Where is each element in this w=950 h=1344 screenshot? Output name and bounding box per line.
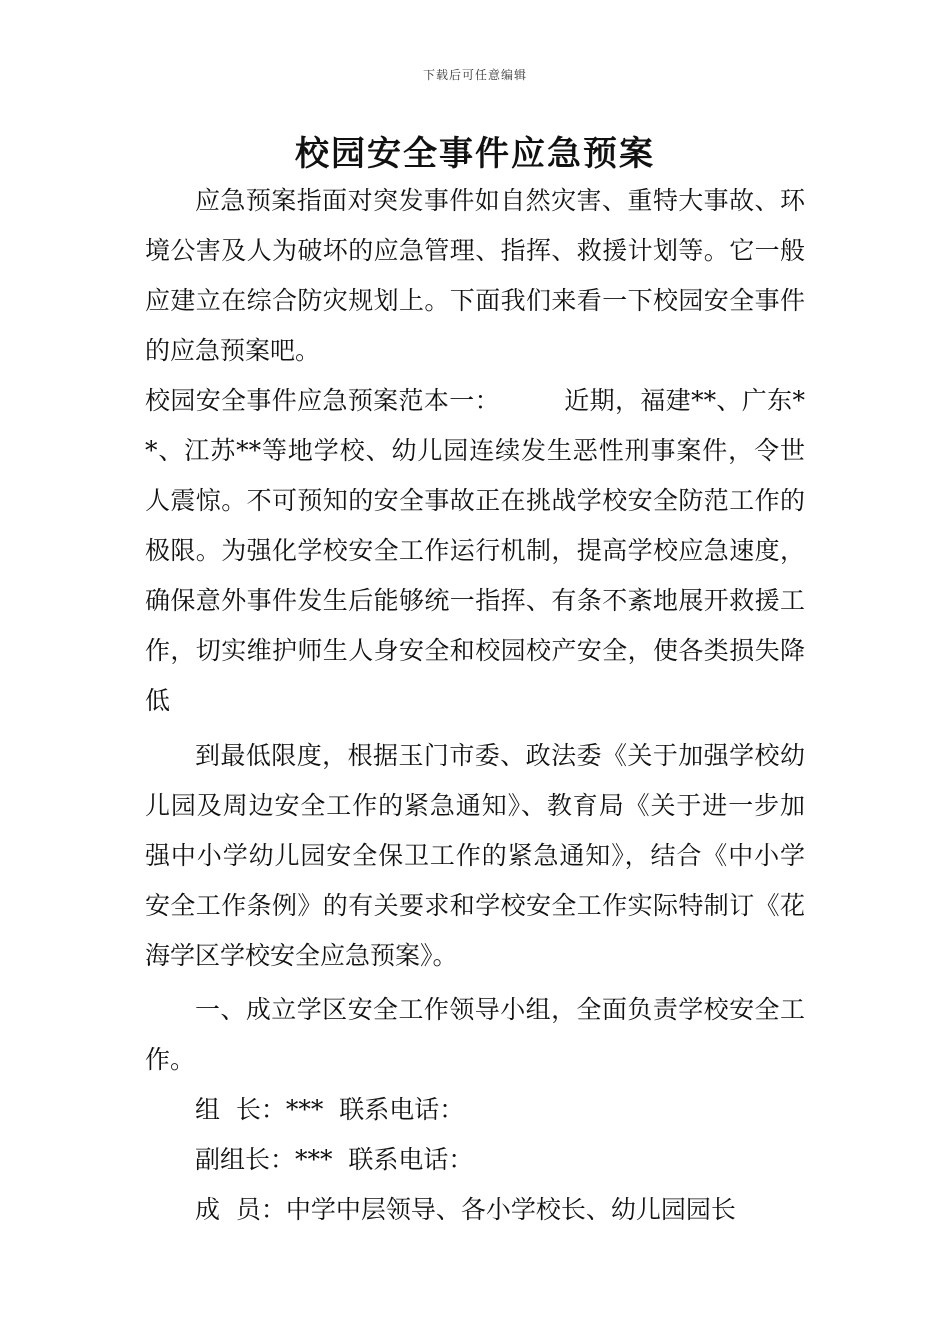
sample-text: 近期，福建**、广东**、江苏**等地学校、幼儿园连续发生恶性刑事案件，令世人震惊。不可预知的安全事故正在挑战学校安全防范工作的极限。为强化学校安全工作运行机制，提高学校应急速度，确保意外事件发生后能够统一指挥、有条不紊地展开救援工作，切实维护师生人身安全和校园校产安全，使各类损失降低: [145, 386, 805, 715]
sample-paragraph: [145, 376, 805, 726]
member-members: 成 员：中学中层领导、各小学校长、幼儿园园长: [195, 1195, 736, 1224]
member-deputy-leader: 副组长：*** 联系电话：: [195, 1145, 474, 1174]
intro-paragraph: 应急预案指面对突发事件如自然灾害、重特大事故、环境公害及人为破坏的应急管理、指挥、救援计划等。它一般应建立在综合防灾规划上。下面我们来看一下校园安全事件的应急预案吧。: [145, 186, 805, 365]
sample-heading: 校园安全事件应急预案范本一：: [145, 386, 500, 415]
section-one-paragraph: 一、成立学区安全工作领导小组，全面负责学校安全工作。: [145, 995, 805, 1074]
basis-paragraph: 到最低限度，根据玉门市委、政法委《关于加强学校幼儿园及周边安全工作的紧急通知》、教育局《关于进一步加强中小学幼儿园安全保卫工作的紧急通知》，结合《中小学安全工作条例》的有关要求和学校安全工作实际特制订《花海学区学校安全应急预案》。: [145, 741, 805, 970]
member-leader: 组 长：*** 联系电话：: [195, 1095, 465, 1124]
document-title: 校园安全事件应急预案: [295, 134, 655, 174]
document-body: [145, 176, 805, 1235]
header-note: 下载后可任意编辑: [422, 68, 527, 82]
